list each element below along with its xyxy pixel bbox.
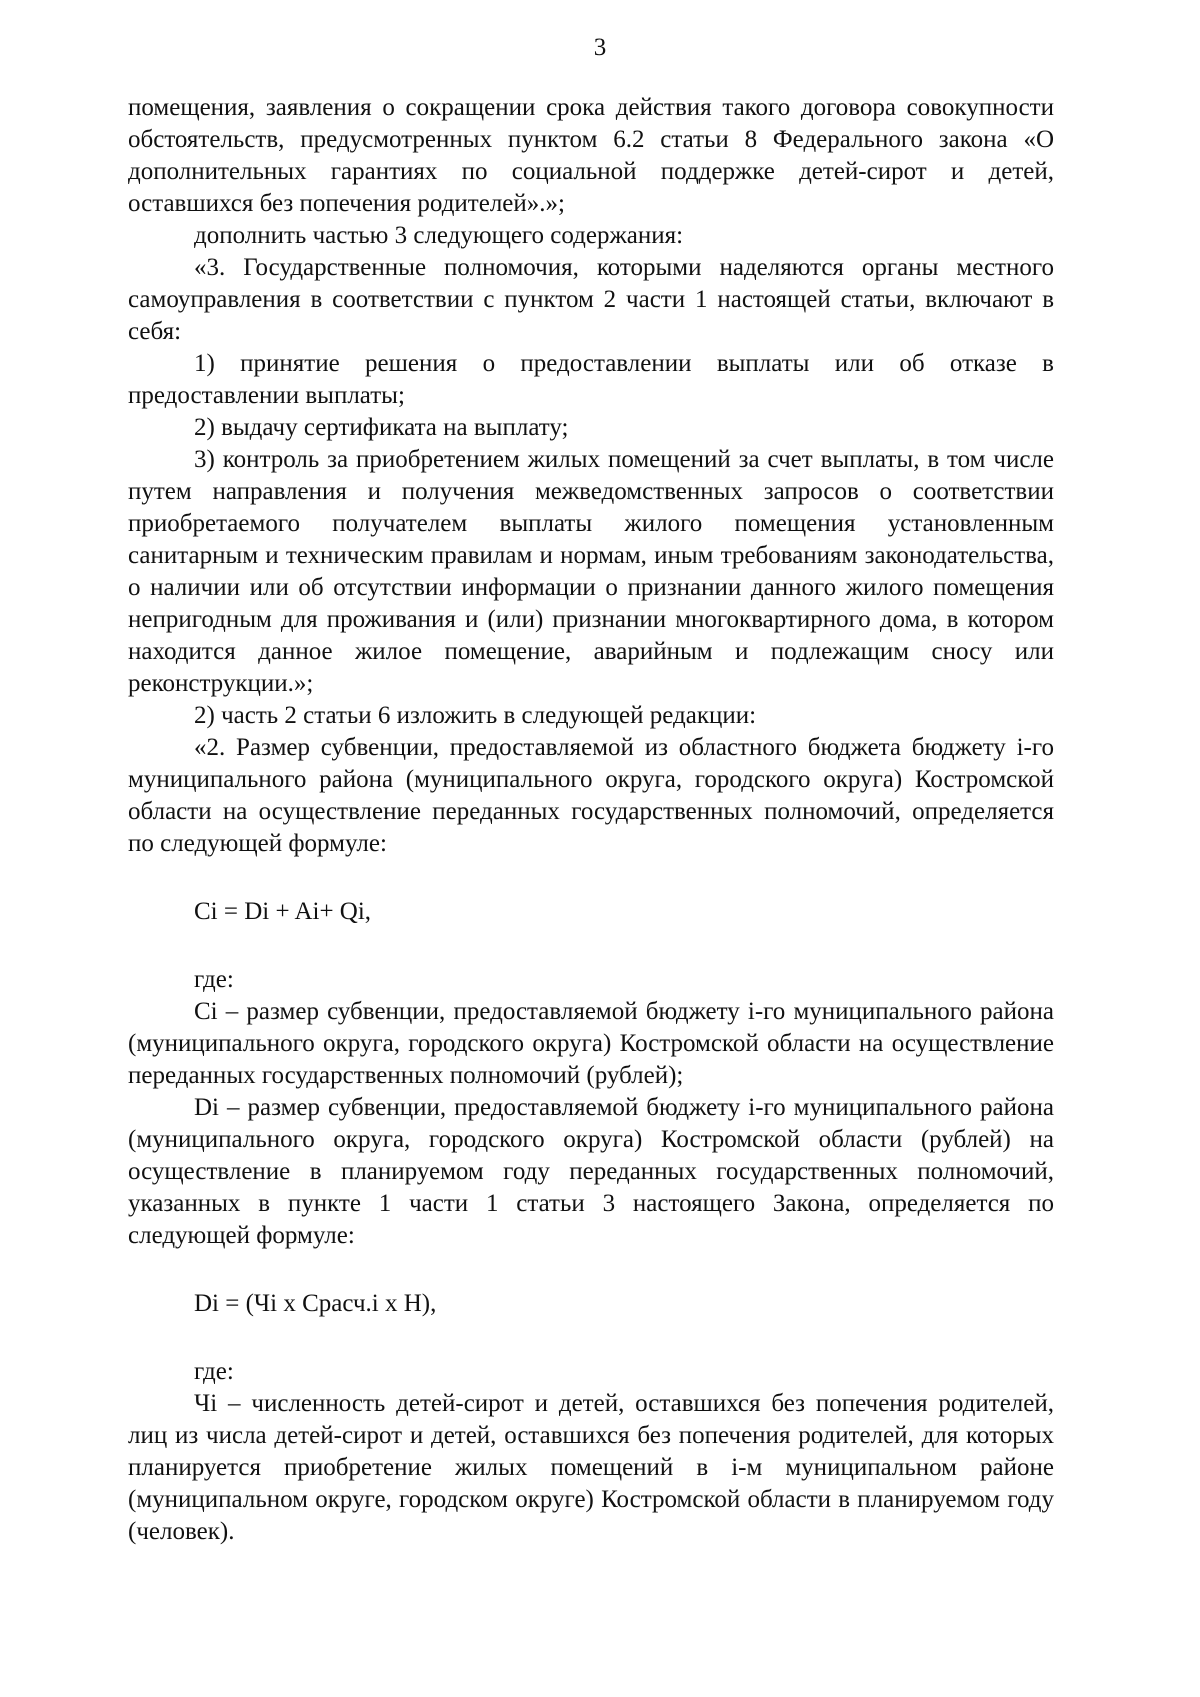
document-body — [128, 92, 1054, 1548]
formula-ci: Ci = Di + Ai+ Qi, — [194, 898, 372, 925]
definition-ci: Ci – размер субвенции, предоставляемой бюджету i-го муниципального района (муниципального округа, городского округа) Костромской области на осуществление переданных государственных полномочий (рублей); — [128, 998, 1054, 1089]
list-item-2: 2) выдачу сертификата на выплату; — [194, 414, 569, 441]
paragraph-article-6: 2) часть 2 статьи 6 изложить в следующей редакции: — [194, 702, 757, 729]
paragraph-add-part-3: дополнить частью 3 следующего содержания: — [194, 222, 684, 249]
list-item-1: 1) принятие решения о предоставлении выплаты или об отказе в предоставлении выплаты; — [128, 350, 1054, 409]
formula-di: Di = (Чi x Срасч.i x H), — [194, 1290, 437, 1317]
paragraph-part-3: «3. Государственные полномочия, которыми наделяются органы местного самоуправления в соответствии с пунктом 2 части 1 настоящей статьи, включают в себя: — [128, 254, 1054, 345]
paragraph-subvention-size: «2. Размер субвенции, предоставляемой из областного бюджета бюджету i-го муниципального района (муниципального округа, городского округа) Костромской области на осуществление переданных государственных полномочий, определяется по следующей формуле: — [128, 734, 1054, 857]
list-item-3: 3) контроль за приобретением жилых помещений за счет выплаты, в том числе путем направления и получения межведомственных запросов о соответствии приобретаемого получателем выплаты жилого помещения установленным санитарным и техническим правилам и нормам, иным требованиям законодательства, о наличии или об отсутствии информации о признании данного жилого помещения непригодным для проживания и (или) признании многоквартирного дома, в котором находится данное жилое помещение, аварийным и подлежащим сносу или реконструкции.»; — [128, 446, 1054, 697]
definition-chi: Чi – численность детей-сирот и детей, оставшихся без попечения родителей, лиц из числа детей-сирот и детей, оставшихся без попечения родителей, для которых планируется приобретение жилых помещений в i-м муниципальном районе (муниципальном округе, городском округе) Костромской области в планируемом году (человек). — [128, 1390, 1054, 1545]
paragraph-continuation: помещения, заявления о сокращении срока действия такого договора совокупности обстоятельств, предусмотренных пунктом 6.2 статьи 8 Федерального закона «О дополнительных гарантиях по социальной поддержке детей-сирот и детей, оставшихся без попечения родителей».»; — [128, 94, 1054, 217]
where-label-2: где: — [194, 1358, 234, 1385]
page-number: 3 — [593, 34, 607, 61]
where-label-1: где: — [194, 966, 234, 993]
definition-di: Di – размер субвенции, предоставляемой бюджету i-го муниципального района (муниципального округа, городского округа) Костромской области (рублей) на осуществление в планируемом году переданных государственных полномочий, указанных в пункте 1 части 1 статьи 3 настоящего Закона, определяется по следующей формуле: — [128, 1094, 1054, 1249]
